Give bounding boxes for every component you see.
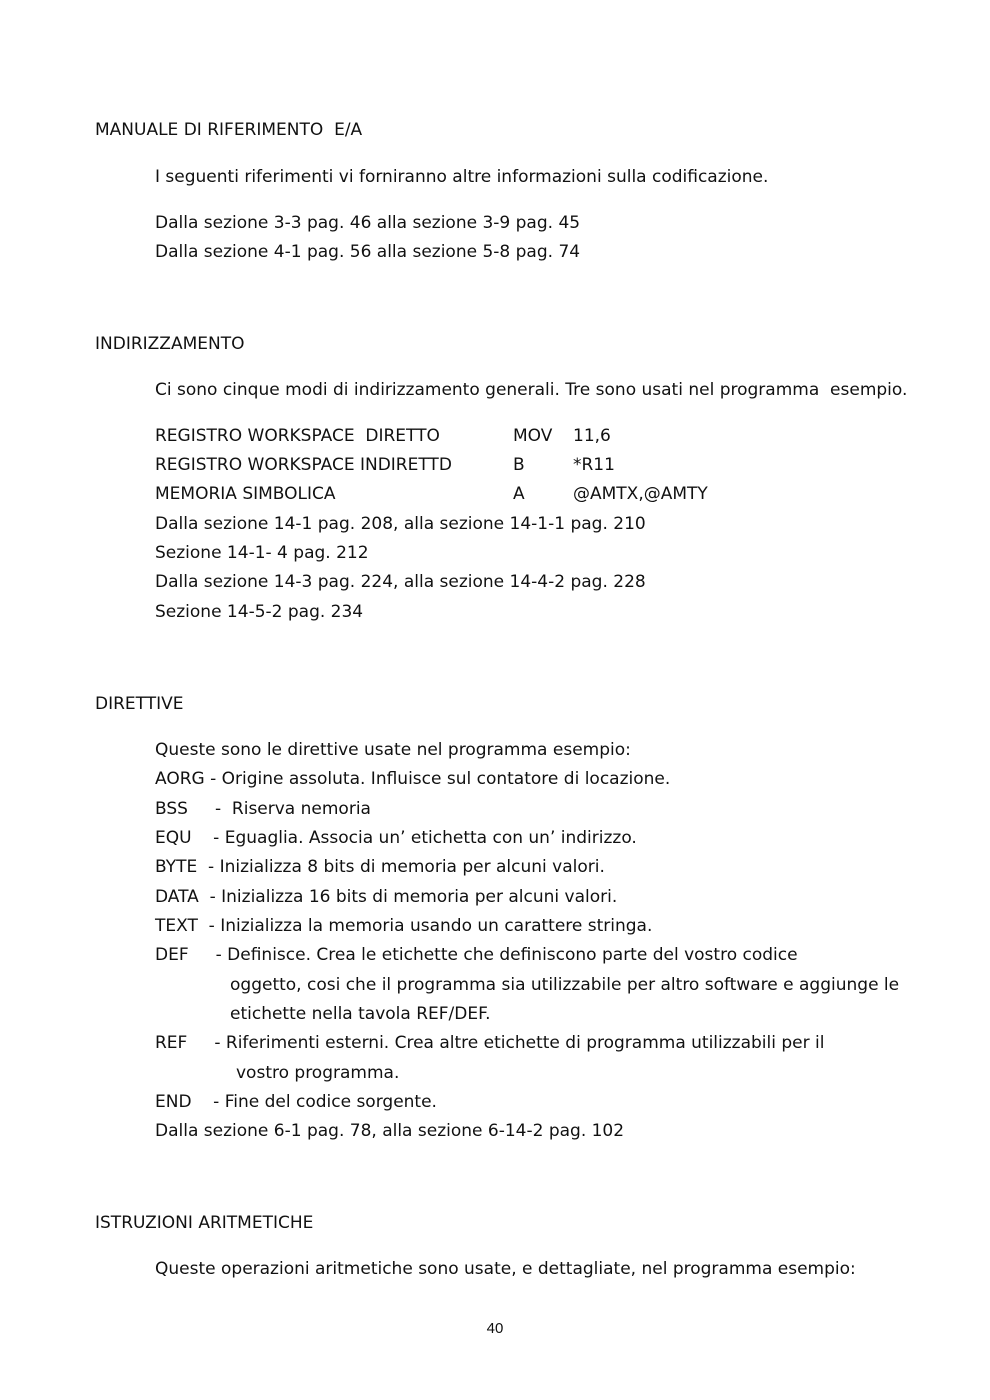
mode-arg: *R11 — [573, 455, 615, 475]
directive-item: TEXT - Inizializza la memoria usando un carattere stringa. — [155, 916, 653, 936]
section-heading-addressing: INDIRIZZAMENTO — [95, 334, 245, 354]
addressing-ref: Dalla sezione 14-3 pag. 224, alla sezione 14-4-2 pag. 228 — [155, 572, 646, 592]
mode-op: B — [513, 455, 525, 475]
mode-arg: @AMTX,@AMTY — [573, 484, 708, 504]
directive-continuation: oggetto, cosi che il programma sia utilizzabile per altro software e aggiunge le — [230, 975, 900, 995]
mode-arg: 11,6 — [573, 426, 611, 446]
directive-item: EQU - Eguaglia. Associa un’ etichetta con un’ indirizzo. — [155, 828, 637, 848]
arith-intro: Queste operazioni aritmetiche sono usate, e dettagliate, nel programma esempio: — [155, 1259, 856, 1279]
directive-continuation: etichette nella tavola REF/DEF. — [230, 1004, 491, 1024]
directive-item: BYTE - Inizializza 8 bits di memoria per alcuni valori. — [155, 857, 605, 877]
manual-ref-1: Dalla sezione 3-3 pag. 46 alla sezione 3-9 pag. 45 — [155, 213, 581, 233]
directive-item: DEF - Definisce. Crea le etichette che definiscono parte del vostro codice — [155, 945, 798, 965]
directive-item: END - Fine del codice sorgente. — [155, 1092, 437, 1112]
addressing-ref: Sezione 14-1- 4 pag. 212 — [155, 543, 369, 563]
mode-name: MEMORIA SIMBOLICA — [155, 484, 336, 504]
directive-item: AORG - Origine assoluta. Influisce sul contatore di locazione. — [155, 769, 671, 789]
manual-ref-2: Dalla sezione 4-1 pag. 56 alla sezione 5-8 pag. 74 — [155, 242, 581, 262]
manual-intro: I seguenti riferimenti vi forniranno altre informazioni sulla codificazione. — [155, 167, 769, 187]
section-heading-arith: ISTRUZIONI ARITMETICHE — [95, 1213, 314, 1233]
addressing-ref: Dalla sezione 14-1 pag. 208, alla sezione 14-1-1 pag. 210 — [155, 514, 646, 534]
mode-op: MOV — [513, 426, 553, 446]
directive-continuation: vostro programma. — [236, 1063, 400, 1083]
mode-name: REGISTRO WORKSPACE DIRETTO — [155, 426, 440, 446]
page-number: 40 — [486, 1320, 504, 1337]
addressing-ref: Sezione 14-5-2 pag. 234 — [155, 602, 364, 622]
section-heading-manual: MANUALE DI RIFERIMENTO E/A — [95, 120, 363, 140]
directives-ref: Dalla sezione 6-1 pag. 78, alla sezione 6-14-2 pag. 102 — [155, 1121, 625, 1141]
section-heading-directives: DIRETTIVE — [95, 694, 184, 714]
addressing-intro: Ci sono cinque modi di indirizzamento generali. Tre sono usati nel programma esempio. — [155, 380, 908, 400]
directive-item: REF - Riferimenti esterni. Crea altre etichette di programma utilizzabili per il — [155, 1033, 825, 1053]
directives-intro: Queste sono le direttive usate nel programma esempio: — [155, 740, 631, 760]
mode-name: REGISTRO WORKSPACE INDIRETTD — [155, 455, 452, 475]
directive-item: BSS - Riserva nemoria — [155, 799, 371, 819]
mode-op: A — [513, 484, 525, 504]
directive-item: DATA - Inizializza 16 bits di memoria per alcuni valori. — [155, 887, 618, 907]
